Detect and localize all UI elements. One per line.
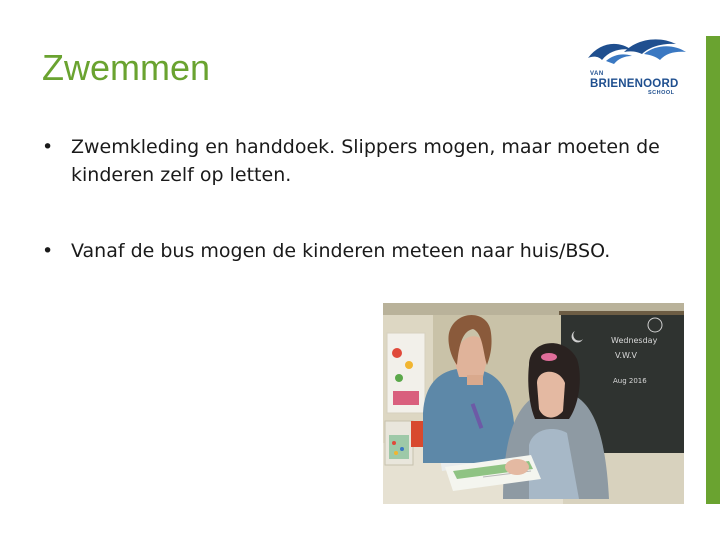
logo-line-name: BRIENENOORD: [590, 78, 679, 90]
bullet-item: [42, 133, 682, 189]
slide-title: Zwemmen: [42, 47, 211, 88]
school-logo: [584, 34, 694, 98]
classroom-photo: [383, 303, 684, 504]
classroom-photo-illustration: [383, 303, 684, 504]
chalk-text: Aug 2016: [613, 377, 647, 385]
logo-line-school: SCHOOL: [648, 90, 675, 96]
bullet-text: Zwemkleding en handdoek. Slippers mogen, maar moeten de kinderen zelf op letten.: [71, 136, 660, 186]
chalk-text: V.W.V: [615, 351, 637, 360]
bullet-list: [42, 133, 682, 313]
bullet-text: Vanaf de bus mogen de kinderen meteen naar huis/BSO.: [71, 240, 611, 262]
chalk-text: Wednesday: [611, 336, 658, 345]
bullet-marker: •: [42, 240, 54, 262]
bullet-item: [42, 237, 682, 265]
accent-bar: [706, 36, 720, 504]
logo-line-van: VAN: [590, 71, 604, 77]
bullet-marker: •: [42, 136, 54, 158]
